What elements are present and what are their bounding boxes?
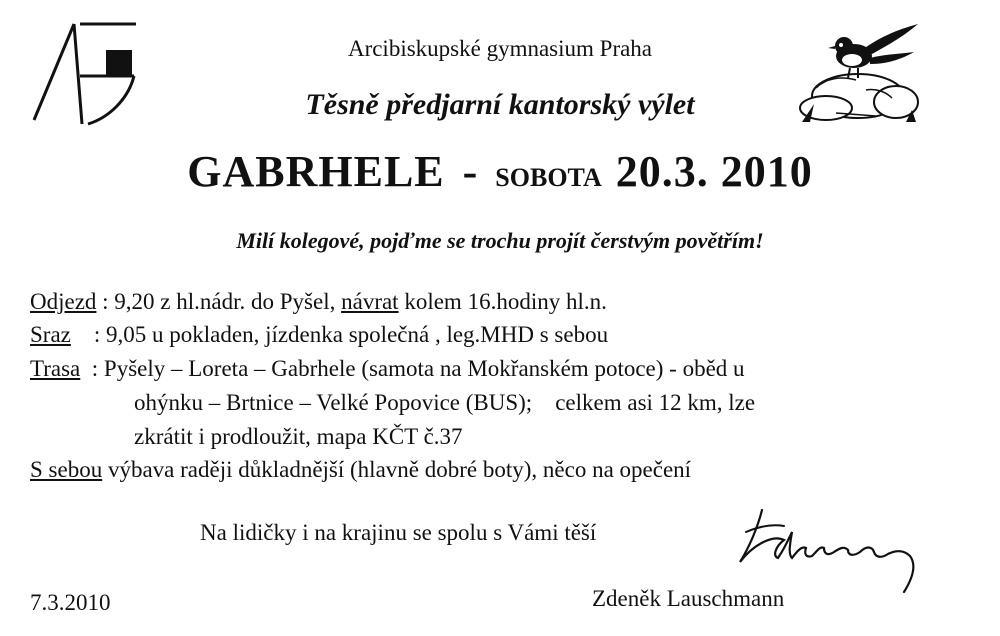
detail-s-sebou	[30, 456, 691, 484]
destination-title: GABRHELE	[187, 147, 445, 196]
detail-odjezd	[30, 288, 607, 316]
closing-line: Na lidičky i na krajinu se spolu s Vámi těší	[200, 520, 597, 545]
trasa-label: Trasa	[30, 356, 81, 381]
navrat-label: návrat	[341, 289, 399, 314]
author-name: Zdeněk Lauschmann	[592, 586, 785, 611]
headline-separator: -	[462, 147, 478, 196]
trasa-line3: zkrátit i prodloužit, mapa KČT č.37	[134, 424, 463, 449]
sraz-label: Sraz	[30, 322, 71, 347]
headline	[0, 146, 1000, 197]
odjezd-text: : 9,20 z hl.nádr. do Pyšel,	[96, 289, 342, 314]
greeting: Milí kolegové, pojďme se trochu projít čerstvým povětřím!	[236, 228, 764, 253]
trasa-line2: ohýnku – Brtnice – Velké Popovice (BUS); celkem asi 12 km, lze	[134, 390, 756, 415]
school-name: Arcibiskupské gymnasium Praha	[347, 36, 653, 61]
issue-date: 7.3.2010	[30, 590, 111, 615]
weekday-label: SOBOTA	[495, 163, 602, 192]
odjezd-label: Odjezd	[30, 289, 97, 314]
sraz-text: : 9,05 u pokladen, jízdenka společná , leg.MHD s sebou	[70, 322, 609, 347]
s-sebou-label: S sebou	[30, 457, 103, 482]
navrat-text: kolem 16.hodiny hl.n.	[398, 289, 607, 314]
s-sebou-text: výbava raději důkladnější (hlavně dobré boty), něco na opečení	[102, 457, 692, 482]
trip-subtitle: Těsně předjarní kantorský výlet	[305, 88, 695, 121]
trasa-line1: : Pyšely – Loreta – Gabrhele (samota na Mokřanském potoce) - oběd u	[80, 356, 745, 381]
trip-date: 20.3. 2010	[615, 147, 813, 196]
detail-sraz	[30, 321, 608, 349]
detail-trasa	[30, 355, 745, 383]
